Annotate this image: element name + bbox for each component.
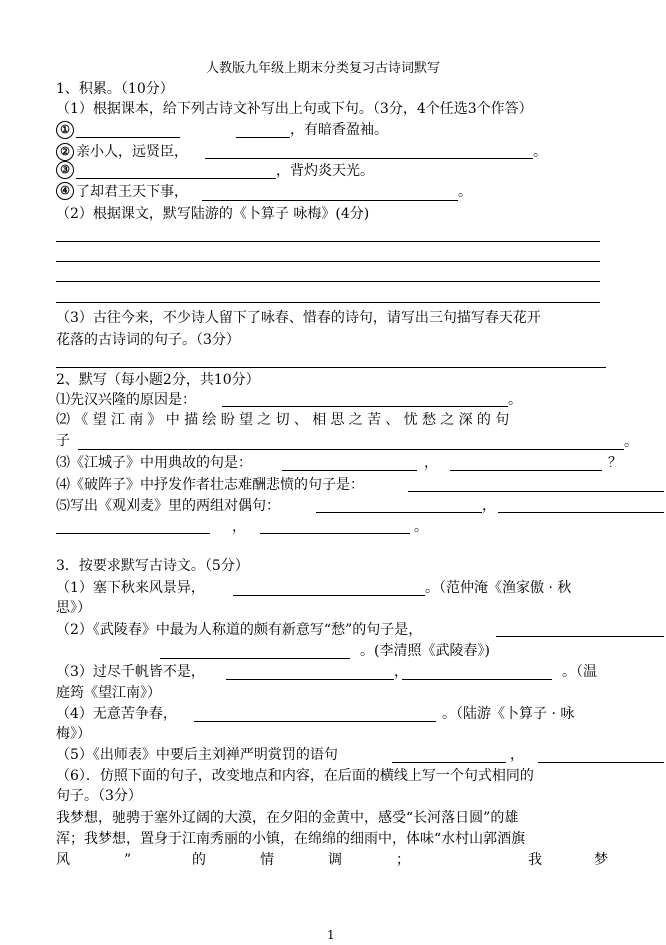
item4-period: 。 [458, 184, 472, 200]
s3-q4-text-b: 。（陆游《卜算子 · 咏 [442, 706, 575, 722]
s1-q3-answer-line[interactable] [56, 367, 606, 368]
s3-q5-text-a: （5）《出师表》中要后主刘禅严明赏罚的语句 [56, 747, 338, 763]
item1-blank-b[interactable] [236, 137, 290, 138]
s3-q4-text-a: （4）无意苦争春， [56, 706, 177, 722]
s3-q3-text-c: 庭筠《望江南》） [56, 685, 161, 701]
s2-q3-blank-b[interactable] [450, 470, 602, 471]
s2-q4-blank[interactable] [408, 491, 664, 492]
item1-blank-a[interactable] [76, 137, 180, 138]
section1-heading: 1、积累。（10分） [56, 81, 174, 97]
section2-heading: 2、默写（每小题2分，共10分） [56, 372, 260, 388]
item4-blank[interactable] [202, 200, 458, 201]
s3-q3-blank-b[interactable] [402, 679, 552, 680]
item3-marker: ③ [56, 160, 76, 179]
s3-q6-para-line3-4: 情 [260, 852, 274, 868]
s2-q3-blank-a[interactable] [282, 470, 417, 471]
poem-line-2[interactable] [56, 261, 600, 262]
s3-q6-para-line2: 浑；我梦想，置身于江南秀丽的小镇，在绵绵的细雨中，体味“水村山郭酒旗 [56, 831, 526, 847]
poem-line-3[interactable] [56, 281, 600, 282]
s2-q3-comma: ， [424, 455, 438, 471]
s2-q5-blank-a[interactable] [316, 512, 482, 513]
s3-q5-comma: ， [510, 747, 524, 763]
s1-q3-line2: 花落的古诗词的句子。（3分） [56, 332, 240, 348]
s2-q1-blank[interactable] [222, 406, 508, 407]
s3-q2-text-a: （2）《武陵春》中最为人称道的颇有新意写“愁”的句子是， [56, 622, 423, 638]
s2-q2-line2: 子 [56, 433, 70, 449]
s3-q6-para-line3-1: 风 [56, 852, 70, 868]
s3-q6-text-b: 句子。（3分） [56, 788, 142, 804]
s2-q5-text: ⑸写出《观刈麦》里的两组对偶句： [56, 498, 280, 514]
page-number: 1 [327, 928, 335, 942]
s3-q6-para-line3-2: ” [124, 852, 132, 868]
item4-marker: ④ [56, 181, 76, 200]
s2-q5-blank-c[interactable] [56, 533, 210, 534]
s1-q2-instruction: （2）根据课文，默写陆游的《卜算子 咏梅》(4分) [56, 206, 370, 222]
section3-heading: 3．按要求默写古诗文。（5分） [56, 558, 249, 574]
s3-q6-para-line3-3: 的 [192, 852, 206, 868]
s3-q6-para-line3-6: ； [396, 852, 410, 868]
item2-marker: ② [56, 142, 76, 161]
s2-q2-period: 。 [624, 434, 638, 450]
item2-period: 。 [533, 144, 547, 160]
s3-q1-text-b: 。（范仲淹《渔家傲 · 秋 [425, 580, 572, 596]
s2-q5-comma-a: ， [482, 498, 496, 514]
s3-q5-blank-b[interactable] [538, 762, 664, 763]
item2-blank[interactable] [205, 158, 533, 159]
s3-q6-para-line1: 我梦想，驰骋于塞外辽阔的大漠，在夕阳的金黄中，感受“长河落日圆”的雄 [56, 810, 519, 826]
s1-q1-instruction: （1）根据课本，给下列古诗文补写出上句或下句。（3分，4个任选3个作答） [56, 101, 533, 117]
s3-q1-text-c: 思》） [56, 600, 91, 616]
document-title: 人教版九年级上期末分类复习古诗词默写 [206, 61, 441, 76]
item2-text: 亲小人，远贤臣， [76, 144, 188, 160]
s2-q2-line1: ⑵《望江南》中描绘盼望之切、相思之苦、忧愁之深的句 [56, 412, 514, 428]
s3-q6-para-line3-8: 梦 [594, 852, 608, 868]
s3-q1-text-a: （1）塞下秋来风景异， [56, 580, 205, 596]
s3-q2-text-b: 。(李清照《武陵春》) [360, 643, 490, 659]
s3-q3-blank-a[interactable] [226, 679, 394, 680]
s1-q3-line1: （3）古往今来，不少诗人留下了咏春、惜春的诗句，请写出三句描写春天花开 [56, 310, 541, 326]
s3-q6-para-line3-7: 我 [528, 852, 542, 868]
poem-line-1[interactable] [56, 241, 600, 242]
s2-q2-blank[interactable] [78, 449, 624, 450]
item4-text: 了却君王天下事， [76, 184, 188, 200]
s3-q2-blank-a[interactable] [496, 636, 664, 637]
s3-q5-blank-a[interactable] [392, 762, 506, 763]
s2-q5-blank-d[interactable] [260, 533, 410, 534]
poem-line-4[interactable] [56, 302, 600, 303]
s2-q4-text: ⑷《破阵子》中抒发作者壮志难酬悲愤的句子是： [56, 477, 364, 493]
s3-q3-text-b: 。（温 [562, 664, 597, 680]
s2-q1-period: 。 [508, 392, 522, 408]
s3-q3-comma: ， [394, 664, 408, 680]
s2-q5-blank-b[interactable] [498, 512, 664, 513]
s3-q4-blank[interactable] [194, 721, 436, 722]
s3-q3-text-a: （3）过尽千帆皆不是， [56, 664, 205, 680]
s3-q4-text-c: 梅》） [56, 726, 91, 742]
s2-q1-text: ⑴先汉兴隆的原因是： [56, 392, 196, 408]
s3-q2-blank-b[interactable] [160, 658, 350, 659]
s3-q6-para-line3-5: 调 [328, 852, 342, 868]
s2-q5-period: 。 [414, 519, 428, 535]
s2-q5-comma-b: ， [232, 519, 246, 535]
item1-marker: ① [56, 120, 76, 139]
s3-q1-blank[interactable] [233, 595, 425, 596]
item3-blank[interactable] [76, 178, 276, 179]
s3-q6-text-a: （6）．仿照下面的句子，改变地点和内容，在后面的横线上写一个句式相同的 [56, 768, 534, 784]
item1-text: ，有暗香盈袖。 [290, 122, 388, 138]
s2-q3-qmark: ？ [608, 455, 622, 471]
item3-text: ，背灼炎天光。 [276, 163, 374, 179]
s2-q3-text: ⑶《江城子》中用典故的句是： [56, 455, 252, 471]
